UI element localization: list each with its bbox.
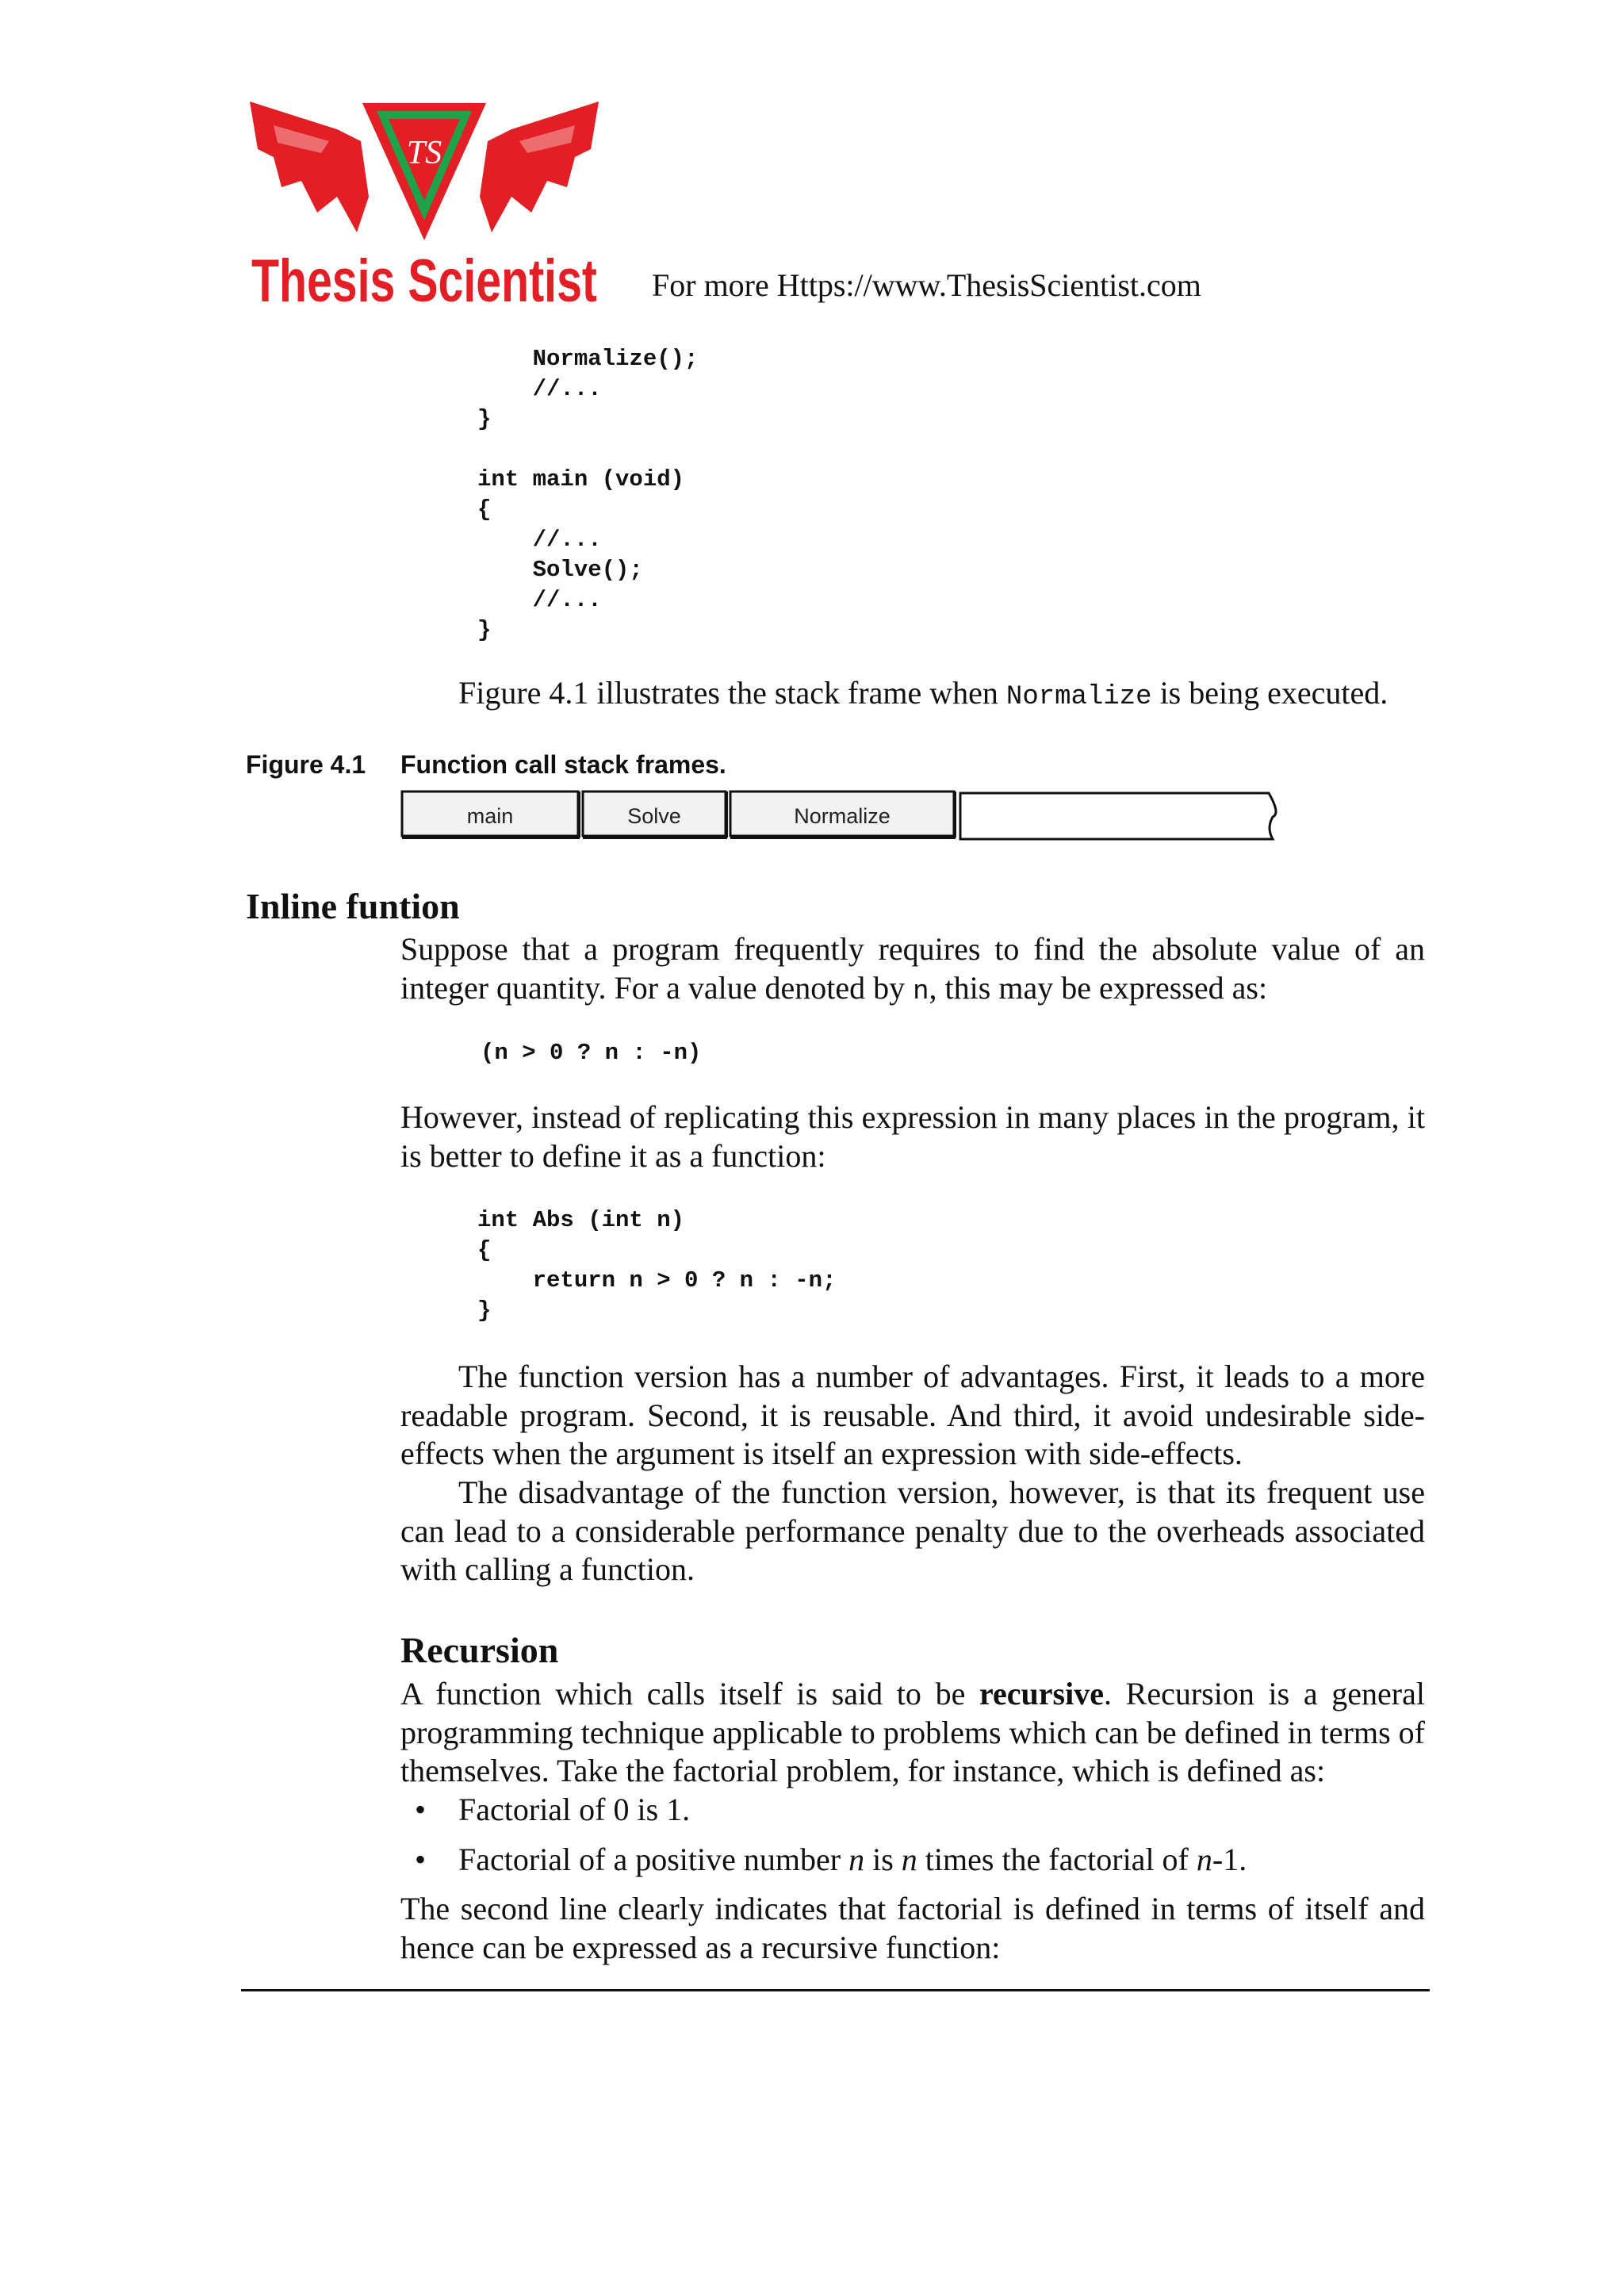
inline-code-n: n [913, 976, 929, 1007]
code-line: Solve(); [477, 557, 643, 583]
code-block-abs [477, 1205, 836, 1326]
bullet-icon: • [415, 1841, 427, 1877]
inline-paragraph-1: Suppose that a program frequently requires to find the absolute value of an integer quantity. For a value denoted by n, this may be expressed as: [400, 931, 1425, 1007]
code-line: int main (void) [477, 466, 685, 493]
thesis-scientist-logo [242, 94, 607, 316]
bold-term-recursive: recursive [979, 1676, 1104, 1711]
code-line: } [477, 1297, 492, 1324]
code-line: Normalize(); [477, 346, 699, 372]
code-expression: (n > 0 ? n : -n) [481, 1040, 702, 1066]
code-line: } [477, 406, 492, 432]
stack-frame-label-main: main [466, 804, 514, 828]
figure-reference-paragraph: Figure 4.1 illustrates the stack frame when Normalize is being executed. [458, 675, 1388, 712]
list-item: • Factorial of a positive number n is n times the factorial of n-1. [400, 1841, 1425, 1880]
svg-text:TS: TS [406, 135, 442, 171]
brand-wordmark: Thesis Scientist [251, 247, 597, 315]
inline-code-normalize: Normalize [1005, 682, 1152, 712]
stack-frame-main [402, 792, 580, 838]
list-item: • Factorial of 0 is 1. [400, 1791, 1425, 1830]
inline-paragraph-4: The disadvantage of the function version, however, is that its frequent use can lead to a considerable performance penalty due to the overheads associated with calling a function. [400, 1474, 1425, 1587]
code-line: int Abs (int n) [477, 1207, 685, 1233]
inline-paragraph-2: However, instead of replicating this expression in many places in the program, it is better to define it as a function: [400, 1099, 1425, 1174]
code-line: { [477, 1237, 492, 1263]
figure-caption [246, 750, 726, 780]
code-line: //... [477, 376, 602, 402]
figure-title: Function call stack frames. [400, 750, 726, 779]
recursion-paragraph-1: A function which calls itself is said to be recursive. Recursion is a general programming technique applicable to problems which can be defined in terms of themselves. Take the factorial problem, for instance, which is defined as: [400, 1676, 1425, 1788]
figure-number: Figure 4.1 [246, 750, 366, 779]
section-heading-recursion: Recursion [400, 1630, 559, 1670]
code-line: { [477, 496, 492, 523]
code-line: } [477, 617, 492, 643]
stack-frame-solve [583, 792, 727, 838]
stack-frame-normalize [730, 792, 956, 838]
inline-paragraph-3: The function version has a number of advantages. First, it leads to a more readable program. Second, it is reusable. And third, it avoid undesirable side-effects when the argument is itself an expression with side-effects. [400, 1359, 1425, 1471]
footer-rule [241, 1989, 1430, 1991]
stack-frame-label-solve: Solve [627, 804, 681, 828]
factorial-definition-list [400, 1791, 1425, 1879]
code-line: //... [477, 527, 602, 553]
header-more-link[interactable]: For more Https://www.ThesisScientist.com [652, 267, 1201, 303]
recursion-paragraph-2: The second line clearly indicates that factorial is defined in terms of itself and hence can be expressed as a recursive function: [400, 1891, 1425, 1965]
code-line: return n > 0 ? n : -n; [477, 1267, 837, 1294]
bullet-icon: • [415, 1792, 427, 1827]
stack-frames-diagram [400, 790, 1281, 845]
stack-frame-empty [960, 793, 1276, 839]
section-heading-inline-function: Inline funtion [246, 886, 460, 926]
code-block-top [477, 344, 698, 646]
stack-frame-label-normalize: Normalize [794, 804, 891, 828]
code-line: //... [477, 587, 602, 613]
